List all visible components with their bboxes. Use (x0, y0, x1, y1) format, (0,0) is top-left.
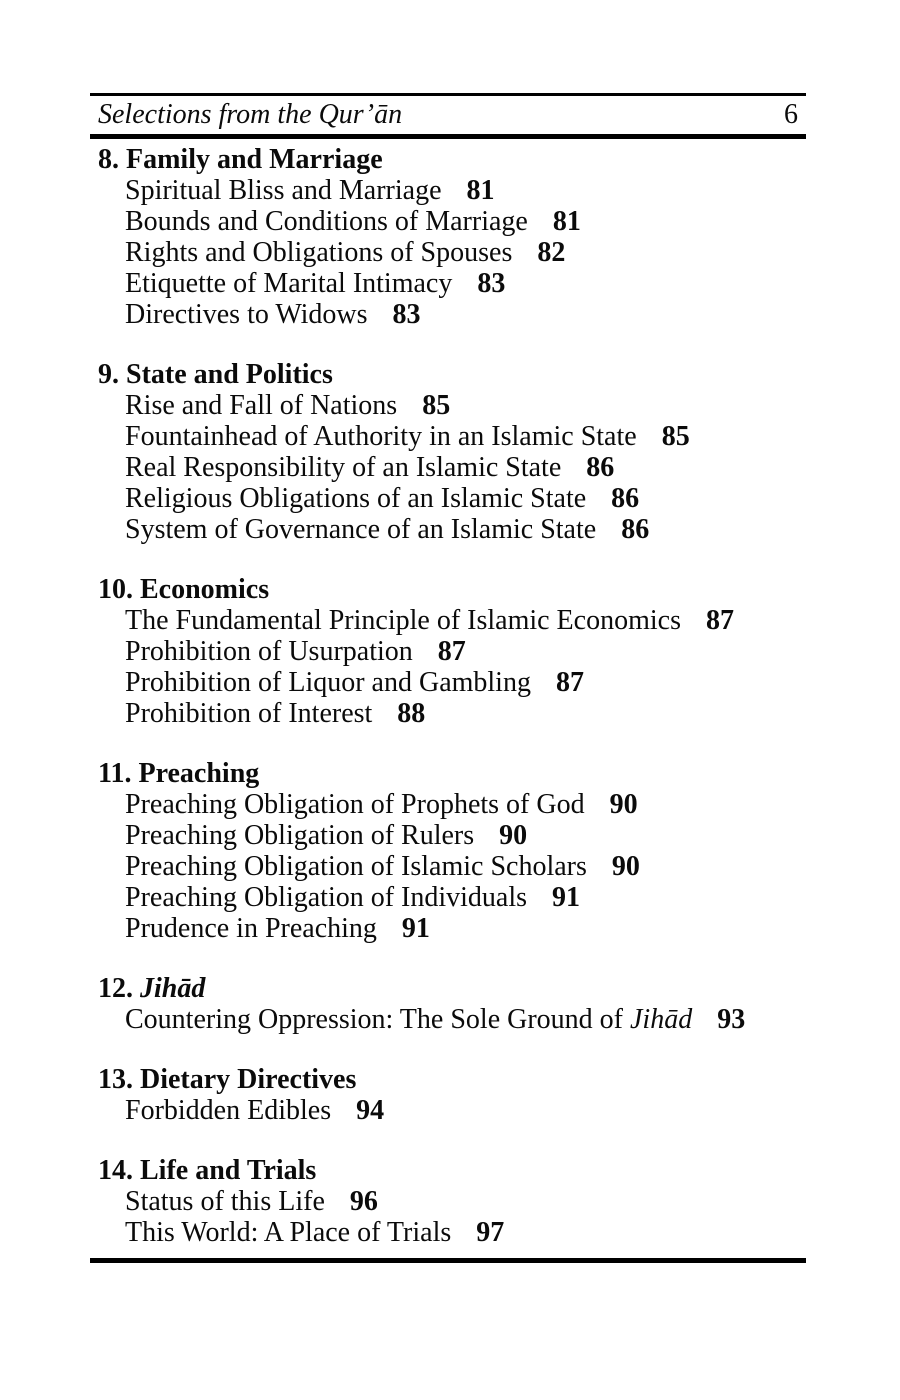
running-header (90, 96, 806, 134)
toc-item-title: Rise and Fall of Nations (125, 390, 398, 421)
toc-item-title: Prudence in Preaching (125, 913, 377, 944)
toc-item-page-number: 88 (397, 698, 426, 729)
section-items (98, 1095, 806, 1126)
section-title: Life and Trials (140, 1155, 317, 1186)
toc-item-title: Preaching Obligation of Rulers (125, 820, 475, 851)
toc-item (125, 237, 806, 268)
toc-item-title: Preaching Obligation of Prophets of God (125, 789, 585, 820)
section-items (98, 1186, 806, 1248)
toc-item-title: Real Responsibility of an Islamic State (125, 452, 562, 483)
toc-item-page-number: 96 (349, 1186, 378, 1217)
toc-item (125, 390, 806, 421)
toc-item-page-number: 86 (586, 452, 615, 483)
toc-item (125, 206, 806, 237)
toc-item-title-italic: Jihād (629, 1004, 693, 1035)
section-items (98, 175, 806, 330)
running-title: Selections from the Qur’ān (98, 99, 403, 130)
toc-item (125, 820, 806, 851)
toc-item-page-number: 85 (661, 421, 690, 452)
section-items (98, 1004, 806, 1035)
section-number: 9. (98, 359, 119, 390)
section-number: 8. (98, 144, 119, 175)
section-number: 12. (98, 973, 133, 1004)
toc-item-page-number: 86 (611, 483, 640, 514)
toc-item-page-number: 90 (499, 820, 528, 851)
toc-item (125, 1095, 806, 1126)
toc-item (125, 175, 806, 206)
toc-item (125, 1186, 806, 1217)
toc-item-title: Countering Oppression: The Sole Ground of (125, 1004, 630, 1035)
toc-item-page-number: 87 (705, 605, 734, 636)
toc-item-page-number: 87 (555, 667, 584, 698)
toc-item-title: Religious Obligations of an Islamic State (125, 483, 587, 514)
toc (90, 139, 806, 1248)
toc-item (125, 913, 806, 944)
toc-item-title: Etiquette of Marital Intimacy (125, 268, 453, 299)
section-number: 11. (98, 758, 132, 789)
page-number: 6 (784, 99, 798, 130)
toc-item (125, 268, 806, 299)
section-number: 14. (98, 1155, 133, 1186)
section-title: Family and Marriage (126, 144, 383, 175)
toc-item-page-number: 97 (476, 1217, 505, 1248)
toc-item (125, 1004, 806, 1035)
section-title: Preaching (138, 758, 260, 789)
section-heading (98, 973, 806, 1004)
section-heading (98, 144, 806, 175)
section-number: 10. (98, 574, 133, 605)
toc-item-title: The Fundamental Principle of Islamic Economics (125, 605, 681, 636)
section-title: Jihād (140, 973, 206, 1004)
toc-item-title: Status of this Life (125, 1186, 325, 1217)
toc-item-page-number: 81 (466, 175, 495, 206)
toc-section (98, 758, 806, 944)
section-number: 13. (98, 1064, 133, 1095)
toc-item-page-number: 93 (717, 1004, 746, 1035)
toc-item (125, 882, 806, 913)
toc-item (125, 698, 806, 729)
toc-item-title: Preaching Obligation of Individuals (125, 882, 528, 913)
toc-item (125, 636, 806, 667)
toc-section (98, 1155, 806, 1248)
section-heading (98, 1155, 806, 1186)
toc-item-page-number: 85 (422, 390, 451, 421)
toc-item (125, 1217, 806, 1248)
section-title: Economics (140, 574, 270, 605)
toc-item-title: Fountainhead of Authority in an Islamic State (125, 421, 637, 452)
toc-item-title: This World: A Place of Trials (125, 1217, 452, 1248)
toc-item (125, 421, 806, 452)
section-items (98, 390, 806, 545)
toc-item (125, 452, 806, 483)
section-title: Dietary Directives (140, 1064, 357, 1095)
toc-item-title: Prohibition of Liquor and Gambling (125, 667, 531, 698)
section-items (98, 789, 806, 944)
toc-item-page-number: 90 (609, 789, 638, 820)
toc-item-page-number: 90 (611, 851, 640, 882)
toc-item (125, 299, 806, 330)
toc-item (125, 605, 806, 636)
toc-item-title: Prohibition of Usurpation (125, 636, 413, 667)
toc-item-page-number: 87 (437, 636, 466, 667)
section-items (98, 605, 806, 729)
section-heading (98, 1064, 806, 1095)
toc-section (98, 144, 806, 330)
section-heading (98, 574, 806, 605)
toc-item (125, 851, 806, 882)
toc-item-page-number: 94 (356, 1095, 385, 1126)
toc-item-page-number: 86 (621, 514, 650, 545)
toc-item (125, 483, 806, 514)
toc-item-title: System of Governance of an Islamic State (125, 514, 597, 545)
toc-item-title: Forbidden Edibles (125, 1095, 332, 1126)
toc-item-title: Bounds and Conditions of Marriage (125, 206, 528, 237)
toc-item-title: Directives to Widows (125, 299, 368, 330)
toc-section (98, 359, 806, 545)
section-heading (98, 359, 806, 390)
toc-item-title: Preaching Obligation of Islamic Scholars (125, 851, 587, 882)
toc-item-page-number: 91 (401, 913, 430, 944)
section-title: State and Politics (126, 359, 333, 390)
toc-section (98, 973, 806, 1035)
toc-item (125, 514, 806, 545)
toc-section (98, 574, 806, 729)
toc-item (125, 789, 806, 820)
toc-item-title: Spiritual Bliss and Marriage (125, 175, 442, 206)
section-heading (98, 758, 806, 789)
toc-item-page-number: 83 (477, 268, 506, 299)
toc-section (98, 1064, 806, 1126)
toc-item (125, 667, 806, 698)
toc-item-page-number: 81 (552, 206, 581, 237)
book-page (90, 93, 806, 1263)
toc-item-title: Prohibition of Interest (125, 698, 373, 729)
toc-item-page-number: 83 (392, 299, 421, 330)
toc-item-page-number: 91 (552, 882, 581, 913)
footer-rule (90, 1258, 806, 1263)
toc-item-page-number: 82 (537, 237, 566, 268)
toc-item-title: Rights and Obligations of Spouses (125, 237, 513, 268)
